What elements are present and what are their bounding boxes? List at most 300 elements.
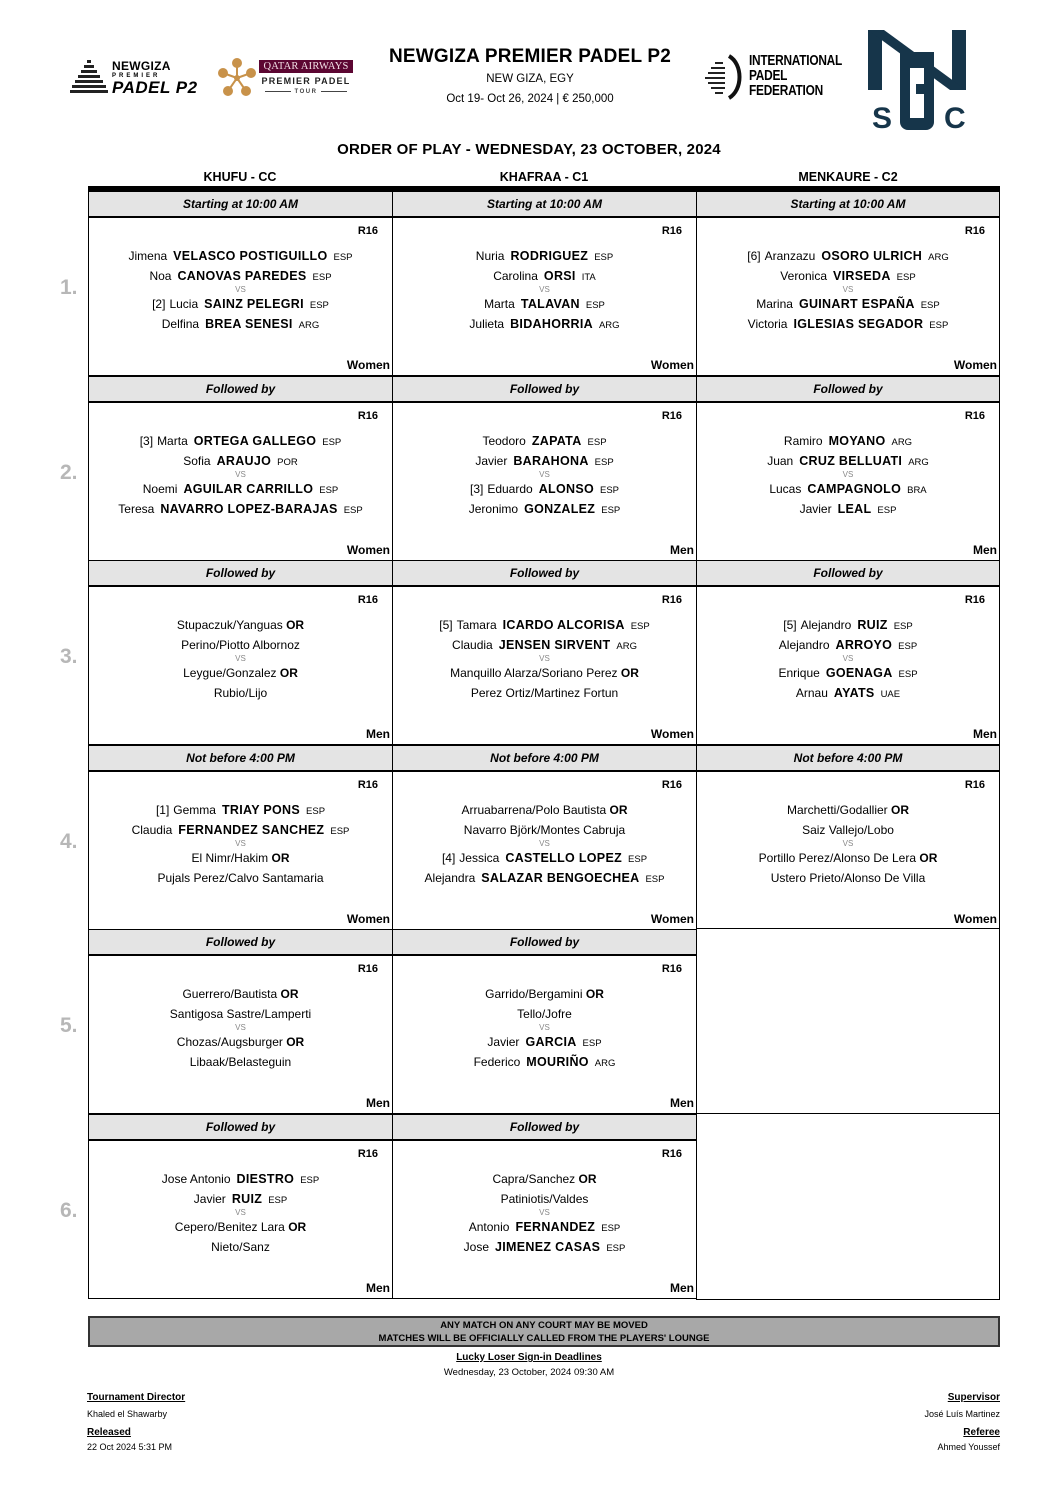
match-card — [392, 1140, 697, 1299]
player-nationality: ESP — [300, 1175, 320, 1186]
match-round: R16 — [964, 225, 985, 237]
match-players — [393, 1169, 696, 1257]
team-names: Tello/Jofre — [517, 1007, 572, 1022]
court-header-khufu: KHUFU - CC — [203, 170, 277, 184]
player-last-name: GONZALEZ — [524, 501, 596, 516]
versus-label: VS — [539, 654, 550, 664]
player-first-name: Victoria — [747, 317, 788, 331]
player-line — [89, 848, 392, 868]
ngsc-monogram-icon — [866, 28, 972, 132]
player-seed: [1] — [155, 802, 170, 817]
player-line — [393, 683, 696, 703]
player-nationality: ESP — [645, 873, 665, 885]
player-line — [697, 266, 999, 286]
player-nationality: ESP — [929, 320, 949, 331]
padel-racket-ball-icon — [703, 54, 743, 100]
match-category: Women — [346, 542, 390, 557]
player-last-name: FERNANDEZ — [515, 1220, 596, 1234]
slot-time-heading: Followed by — [696, 560, 1000, 586]
player-last-name: GOENAGA — [825, 666, 893, 681]
logo-text: S — [872, 102, 893, 132]
match-category: Men — [366, 727, 390, 742]
player-nationality: ESP — [312, 272, 332, 283]
or-label: OR — [286, 618, 305, 633]
supervisor-label: Supervisor — [947, 1392, 1000, 1403]
player-first-name: Alejandra — [424, 870, 476, 885]
player-line — [89, 820, 392, 840]
match-round: R16 — [964, 778, 985, 791]
logo-text: PADEL — [749, 68, 788, 84]
player-last-name: MOURIÑO — [526, 1055, 589, 1070]
player-line — [89, 499, 392, 519]
player-line — [393, 820, 696, 840]
slot-time-heading: Followed by — [88, 376, 393, 402]
player-nationality: ITA — [581, 272, 596, 283]
logo-text: PADEL P2 — [112, 78, 198, 97]
player-last-name: RUIZ — [857, 618, 888, 633]
player-last-name: RODRIGUEZ — [510, 249, 589, 263]
player-first-name: Lucia — [169, 297, 199, 311]
match-round: R16 — [661, 594, 682, 607]
match-card — [696, 402, 1000, 561]
versus-label: VS — [539, 1023, 550, 1033]
player-nationality: ARG — [891, 436, 913, 448]
player-nationality: ARG — [928, 252, 949, 263]
or-label: OR — [288, 1220, 307, 1234]
lucky-loser-title: Lucky Loser Sign-in Deadlines — [456, 1352, 602, 1363]
player-first-name: Claudia — [452, 638, 493, 653]
player-line — [89, 1237, 392, 1257]
player-line — [697, 294, 999, 314]
or-label: OR — [891, 802, 910, 817]
player-line — [393, 848, 696, 868]
player-first-name: Noemi — [142, 481, 178, 496]
or-label: OR — [919, 850, 938, 865]
match-category: Women — [650, 358, 694, 372]
match-card — [696, 586, 1000, 745]
ngsc-club-logo — [866, 28, 972, 132]
player-last-name: ORSI — [543, 269, 576, 283]
order-of-play-title: ORDER OF PLAY - WEDNESDAY, 23 OCTOBER, 2024 — [337, 141, 721, 158]
player-first-name: Julieta — [469, 317, 505, 331]
match-players — [393, 615, 696, 703]
player-first-name: Claudia — [131, 822, 173, 837]
match-card — [696, 217, 1000, 376]
player-line — [393, 499, 696, 519]
match-round: R16 — [357, 594, 378, 607]
player-line — [393, 479, 696, 499]
player-nationality: ESP — [268, 1195, 288, 1206]
team-names: Leygue/Gonzalez — [183, 666, 277, 681]
lucky-loser-deadline: Wednesday, 23 October, 2024 09:30 AM — [443, 1367, 615, 1378]
match-category: Men — [670, 1281, 694, 1295]
player-line — [697, 635, 999, 655]
versus-label: VS — [235, 838, 246, 848]
player-last-name: JENSEN SIRVENT — [498, 638, 611, 653]
slot-time-heading: Followed by — [392, 560, 697, 586]
player-nationality: ARG — [594, 1058, 616, 1070]
match-players — [697, 431, 999, 519]
player-first-name: Alejandro — [778, 638, 830, 653]
player-last-name: SAINZ PELEGRI — [204, 297, 304, 311]
player-last-name: BIDAHORRIA — [510, 317, 593, 331]
player-nationality: ESP — [628, 853, 648, 865]
player-last-name: VIRSEDA — [833, 269, 891, 283]
player-line — [697, 820, 999, 840]
slot-time-heading: Followed by — [392, 929, 697, 955]
player-first-name: Javier — [475, 453, 508, 468]
versus-label: VS — [539, 469, 550, 479]
player-first-name: Enrique — [778, 666, 820, 681]
player-first-name: Jose Antonio — [161, 1172, 231, 1186]
court-header-khafraa: KHAFRAA - C1 — [499, 170, 589, 184]
versus-label: VS — [842, 469, 854, 479]
player-first-name: Teodoro — [482, 433, 526, 448]
player-line — [393, 1032, 696, 1052]
player-last-name: LEAL — [837, 501, 872, 516]
player-nationality: ESP — [306, 805, 326, 817]
match-round: R16 — [357, 409, 378, 422]
player-last-name: CAMPAGNOLO — [807, 481, 902, 496]
player-nationality: ESP — [877, 504, 897, 516]
player-line — [393, 1052, 696, 1072]
tournament-location: NEW GIZA, EGY — [486, 73, 574, 85]
player-last-name: JIMENEZ CASAS — [495, 1240, 601, 1254]
player-line — [697, 431, 999, 451]
player-first-name: Jeronimo — [468, 501, 519, 516]
match-round: R16 — [964, 594, 985, 607]
match-players — [89, 800, 392, 888]
player-last-name: BARAHONA — [513, 453, 589, 468]
player-first-name: Federico — [473, 1055, 521, 1070]
match-players — [89, 246, 392, 334]
player-seed: [3] — [139, 433, 154, 448]
player-line — [89, 1189, 392, 1209]
player-line — [89, 431, 392, 451]
player-nationality: ESP — [594, 456, 614, 468]
player-seed: [2] — [152, 297, 166, 311]
player-last-name: TALAVAN — [520, 297, 580, 311]
schedule-grid — [88, 186, 1000, 1298]
versus-label: VS — [539, 838, 550, 848]
team-names: Santigosa Sastre/Lamperti — [169, 1007, 312, 1022]
player-last-name: IGLESIAS SEGADOR — [793, 317, 924, 331]
match-category: Men — [973, 542, 997, 557]
player-line — [89, 314, 392, 334]
player-last-name: GUINART ESPAÑA — [798, 297, 915, 311]
player-nationality: ESP — [898, 669, 918, 681]
player-nationality: ESP — [309, 300, 329, 311]
player-line — [697, 868, 999, 888]
match-card — [392, 217, 697, 376]
notice-line: ANY MATCH ON ANY COURT MAY BE MOVED — [440, 1320, 648, 1331]
logo-text: C — [944, 102, 966, 132]
match-card — [88, 955, 393, 1114]
tournament-director-label: Tournament Director — [87, 1392, 186, 1403]
player-last-name: AGUILAR CARRILLO — [183, 481, 314, 496]
player-first-name: Javier — [193, 1192, 226, 1206]
player-nationality: ESP — [587, 436, 607, 448]
player-line — [89, 266, 392, 286]
match-round: R16 — [964, 409, 985, 422]
match-card — [392, 771, 697, 930]
player-last-name: AYATS — [833, 686, 875, 701]
player-nationality: ESP — [896, 272, 916, 283]
player-first-name: Ramiro — [783, 433, 823, 448]
match-category: Men — [670, 1096, 694, 1111]
player-last-name: DIESTRO — [236, 1172, 295, 1186]
player-first-name: Gemma — [173, 802, 216, 817]
player-nationality: ESP — [601, 504, 621, 516]
player-first-name: Javier — [799, 501, 832, 516]
player-last-name: ARROYO — [835, 638, 893, 653]
or-label: OR — [578, 1172, 597, 1186]
player-first-name: Jessica — [459, 850, 500, 865]
team-names: Navarro Björk/Montes Cabruja — [463, 822, 626, 837]
slot-time-heading: Followed by — [88, 1114, 393, 1140]
team-names: Manquillo Alarza/Soriano Perez — [450, 666, 618, 681]
tournament-title: NEWGIZA PREMIER PADEL P2 — [388, 46, 672, 67]
team-names: Nieto/Sanz — [211, 1240, 270, 1254]
tournament-header — [360, 46, 700, 105]
qatar-airways-premier-padel-logo — [217, 58, 357, 100]
player-first-name: Veronica — [780, 269, 827, 283]
player-last-name: BREA SENESI — [205, 317, 293, 331]
player-seed: [4] — [441, 850, 456, 865]
player-line — [89, 635, 392, 655]
match-card — [392, 402, 697, 561]
versus-label: VS — [539, 285, 550, 294]
match-category: Men — [670, 542, 694, 557]
match-category: Women — [650, 727, 694, 742]
player-line — [89, 663, 392, 683]
player-line — [697, 314, 999, 334]
or-label: OR — [279, 666, 298, 681]
slot-time-heading: Not before 4:00 PM — [392, 745, 697, 771]
player-first-name: Marta — [484, 297, 515, 311]
player-last-name: CASTELLO LOPEZ — [505, 850, 623, 865]
empty-slot — [696, 928, 1000, 1115]
match-category: Women — [346, 911, 390, 926]
match-players — [697, 246, 999, 334]
player-line — [697, 848, 999, 868]
match-players — [393, 431, 696, 519]
logo-text: PREMIER PADEL — [261, 76, 351, 86]
slot-number: 3. — [60, 645, 78, 669]
match-category: Women — [953, 911, 997, 926]
player-first-name: Sofia — [183, 453, 211, 468]
match-card — [88, 402, 393, 561]
player-line — [89, 1004, 392, 1024]
player-line — [89, 451, 392, 471]
match-round: R16 — [661, 409, 682, 422]
logo-text: QATAR AIRWAYS — [259, 60, 353, 73]
player-line — [89, 683, 392, 703]
versus-label: VS — [842, 654, 854, 664]
match-players — [89, 984, 392, 1072]
player-last-name: FERNANDEZ SANCHEZ — [178, 822, 325, 837]
player-line — [393, 615, 696, 635]
match-players — [89, 1169, 392, 1257]
match-round: R16 — [661, 1148, 682, 1160]
player-line — [89, 868, 392, 888]
player-line — [393, 314, 696, 334]
player-line — [697, 663, 999, 683]
player-last-name: ALONSO — [538, 481, 594, 496]
player-last-name: GARCIA — [525, 1035, 577, 1050]
player-line — [697, 479, 999, 499]
match-category: Men — [366, 1281, 390, 1295]
player-line — [89, 479, 392, 499]
player-first-name: Antonio — [468, 1220, 510, 1234]
logo-text: TOUR — [259, 89, 353, 95]
match-players — [393, 246, 696, 334]
team-names: El Nimr/Hakim — [191, 850, 269, 865]
player-line — [393, 1169, 696, 1189]
player-nationality: ESP — [333, 252, 353, 263]
referee-label: Referee — [963, 1427, 1000, 1438]
logo-text: INTERNATIONAL — [749, 53, 843, 69]
slot-time-heading: Followed by — [88, 929, 393, 955]
player-line — [393, 1237, 696, 1257]
player-line — [393, 246, 696, 266]
player-first-name: Javier — [487, 1035, 520, 1050]
player-line — [393, 868, 696, 888]
player-line — [89, 984, 392, 1004]
match-card — [696, 771, 1000, 930]
player-last-name: ICARDO ALCORISA — [502, 618, 625, 633]
player-line — [393, 1217, 696, 1237]
schedule-notice — [88, 1316, 1000, 1347]
player-line — [393, 663, 696, 683]
versus-label: VS — [539, 1208, 550, 1217]
team-names: Perino/Piotto Albornoz — [181, 638, 300, 653]
player-last-name: SALAZAR BENGOECHEA — [481, 870, 640, 885]
player-last-name: VELASCO POSTIGUILLO — [173, 249, 328, 263]
player-last-name: NAVARRO LOPEZ-BARAJAS — [160, 501, 338, 516]
player-last-name: MOYANO — [828, 433, 886, 448]
player-line — [697, 499, 999, 519]
player-last-name: ORTEGA GALLEGO — [193, 433, 317, 448]
player-line — [89, 294, 392, 314]
player-first-name: Lucas — [769, 481, 802, 496]
player-first-name: Tamara — [456, 618, 497, 633]
player-nationality: ESP — [585, 300, 605, 311]
court-header-menkaure: MENKAURE - C2 — [798, 170, 898, 184]
match-card — [88, 586, 393, 745]
player-first-name: Jose — [463, 1240, 490, 1254]
or-label: OR — [280, 987, 299, 1002]
slot-time-heading: Followed by — [392, 1114, 697, 1140]
player-first-name: Teresa — [118, 501, 155, 516]
player-line — [393, 1189, 696, 1209]
player-nationality: ESP — [920, 300, 940, 311]
player-line — [89, 246, 392, 266]
slot-number: 5. — [60, 1014, 78, 1038]
player-first-name: Marina — [756, 297, 793, 311]
slot-time-heading: Not before 4:00 PM — [696, 745, 1000, 771]
versus-label: VS — [235, 285, 246, 294]
team-names: Ustero Prieto/Alonso De Villa — [770, 870, 926, 885]
player-seed: [6] — [747, 249, 761, 263]
match-round: R16 — [661, 963, 682, 976]
player-nationality: ARG — [616, 641, 637, 653]
team-names: Garrido/Bergamini — [485, 987, 583, 1002]
match-players — [89, 431, 392, 519]
team-names: Capra/Sanchez — [492, 1172, 576, 1186]
team-names: Cepero/Benitez Lara — [174, 1220, 285, 1234]
team-names: Stupaczuk/Yanguas — [176, 618, 283, 633]
match-card — [88, 771, 393, 930]
player-seed: [5] — [439, 618, 453, 633]
slot-time-heading: Starting at 10:00 AM — [392, 191, 697, 217]
match-round: R16 — [661, 225, 682, 237]
match-players — [89, 615, 392, 703]
match-card — [392, 955, 697, 1114]
versus-label: VS — [842, 285, 854, 294]
premier-padel-star-icon — [217, 58, 257, 98]
supervisor-name: José Luís Martinez — [924, 1409, 1000, 1419]
referee-name: Ahmed Youssef — [937, 1442, 1000, 1452]
versus-label: VS — [235, 654, 246, 664]
player-line — [89, 800, 392, 820]
player-line — [697, 683, 999, 703]
player-line — [89, 615, 392, 635]
versus-label: VS — [235, 469, 246, 479]
released-datetime: 22 Oct 2024 5:31 PM — [87, 1442, 173, 1452]
player-nationality: ESP — [606, 1243, 626, 1254]
player-line — [89, 1052, 392, 1072]
notice-line: MATCHES WILL BE OFFICIALLY CALLED FROM THE PLAYERS' LOUNGE — [378, 1333, 710, 1344]
player-first-name: Alejandro — [800, 618, 852, 633]
team-names: Saiz Vallejo/Lobo — [802, 822, 894, 837]
released-label: Released — [87, 1427, 131, 1438]
match-round: R16 — [661, 778, 682, 791]
player-line — [89, 1217, 392, 1237]
player-last-name: ARAUJO — [216, 453, 272, 468]
team-names: Guerrero/Bautista — [182, 987, 278, 1002]
match-players — [393, 800, 696, 888]
or-label: OR — [609, 802, 628, 817]
player-first-name: Nuria — [475, 249, 505, 263]
player-nationality: ESP — [322, 436, 342, 448]
player-nationality: POR — [277, 456, 298, 468]
player-line — [393, 635, 696, 655]
player-nationality: ARG — [598, 320, 620, 331]
match-category: Women — [953, 358, 997, 372]
empty-slot — [696, 1113, 1000, 1300]
tournament-director-name: Khaled el Shawarby — [87, 1409, 168, 1419]
player-nationality: ESP — [601, 1223, 621, 1234]
match-category: Women — [346, 358, 390, 372]
player-first-name: Aranzazu — [764, 249, 816, 263]
player-line — [393, 800, 696, 820]
logo-text: PREMIER — [112, 73, 161, 79]
versus-label: VS — [235, 1023, 246, 1033]
pyramid-icon — [70, 60, 108, 96]
team-names: Chozas/Augsburger — [176, 1035, 283, 1050]
team-names: Pujals Perez/Calvo Santamaria — [157, 870, 324, 885]
match-card — [88, 217, 393, 376]
match-category: Women — [650, 911, 694, 926]
slot-number: 4. — [60, 829, 78, 853]
slot-time-heading: Followed by — [88, 560, 393, 586]
player-line — [393, 984, 696, 1004]
match-players — [393, 984, 696, 1072]
or-label: OR — [620, 666, 639, 681]
player-line — [89, 1032, 392, 1052]
player-nationality: ESP — [893, 621, 913, 633]
